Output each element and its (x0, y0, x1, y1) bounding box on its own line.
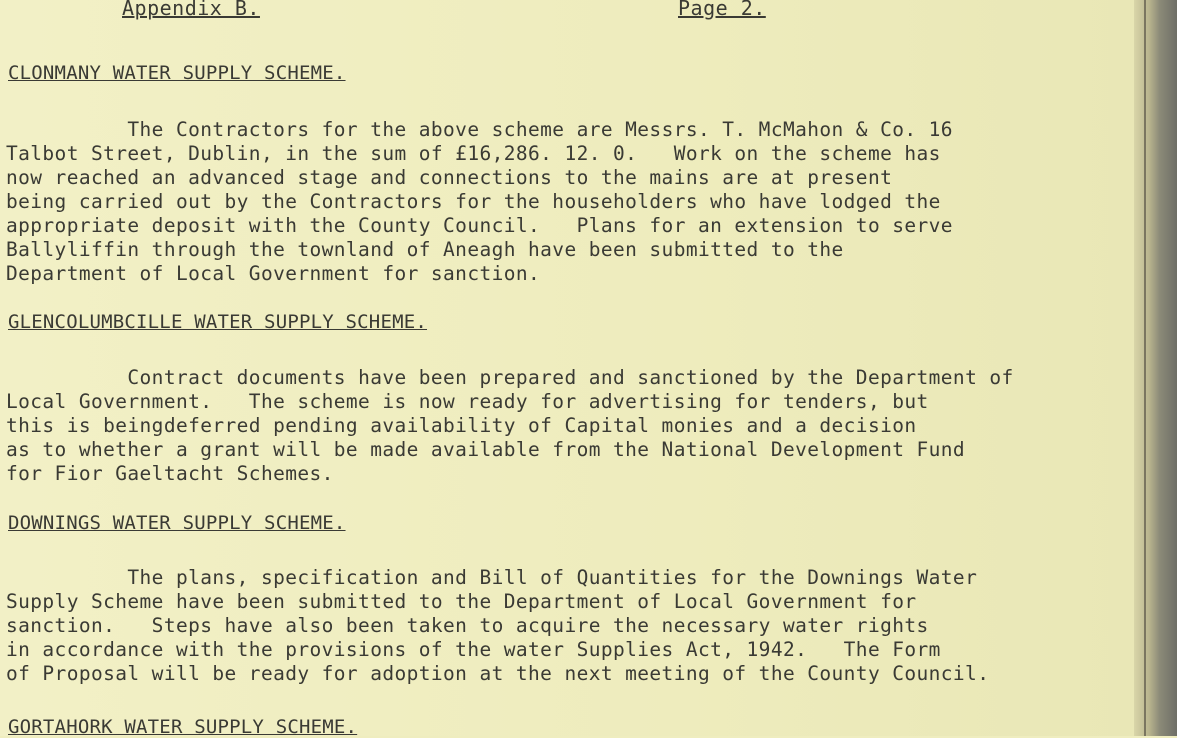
section-heading-clonmany: CLONMANY WATER SUPPLY SCHEME. (8, 62, 346, 84)
section-heading-downings: DOWNINGS WATER SUPPLY SCHEME. (8, 512, 346, 534)
section-paragraph-downings: The plans, specification and Bill of Quantities for the Downings Water Supply Scheme have been submitted to the Department of Local Government for sanction. Steps have also been taken to acquire the necessary water rights in accordance with the provisions of the water Supplies Act, 1942. The Form of Proposal will be ready for adoption at the next meeting of the County Council. (6, 566, 990, 685)
section-heading-glencolumbcille: GLENCOLUMBCILLE WATER SUPPLY SCHEME. (8, 311, 428, 333)
section-heading-gortahork: GORTAHORK WATER SUPPLY SCHEME. (8, 716, 358, 738)
binding-edge (1134, 0, 1177, 736)
section-paragraph-clonmany: The Contractors for the above scheme are Messrs. T. McMahon & Co. 16 Talbot Street, Dublin, in the sum of £16,286. 12. 0. Work on the scheme has now reached an advanced stage and connections to the mains are at present being carried out by the Contractors for the householders who have lodged the appropriate deposit with the County Council. Plans for an extension to serve Ballyliffin through the townland of Aneagh have been submitted to the Department of Local Government for sanction. (6, 118, 953, 285)
appendix-label: Appendix B. (122, 0, 260, 20)
section-paragraph-glencolumbcille: Contract documents have been prepared and sanctioned by the Department of Local Government. The scheme is now ready for advertising for tenders, but this is beingdeferred pending availability of Capital monies and a decision as to whether a grant will be made available from the National Development Fund for Fior Gaeltacht Schemes. (6, 366, 1014, 485)
page-number: Page 2. (678, 0, 766, 20)
binding-line (1144, 0, 1146, 736)
